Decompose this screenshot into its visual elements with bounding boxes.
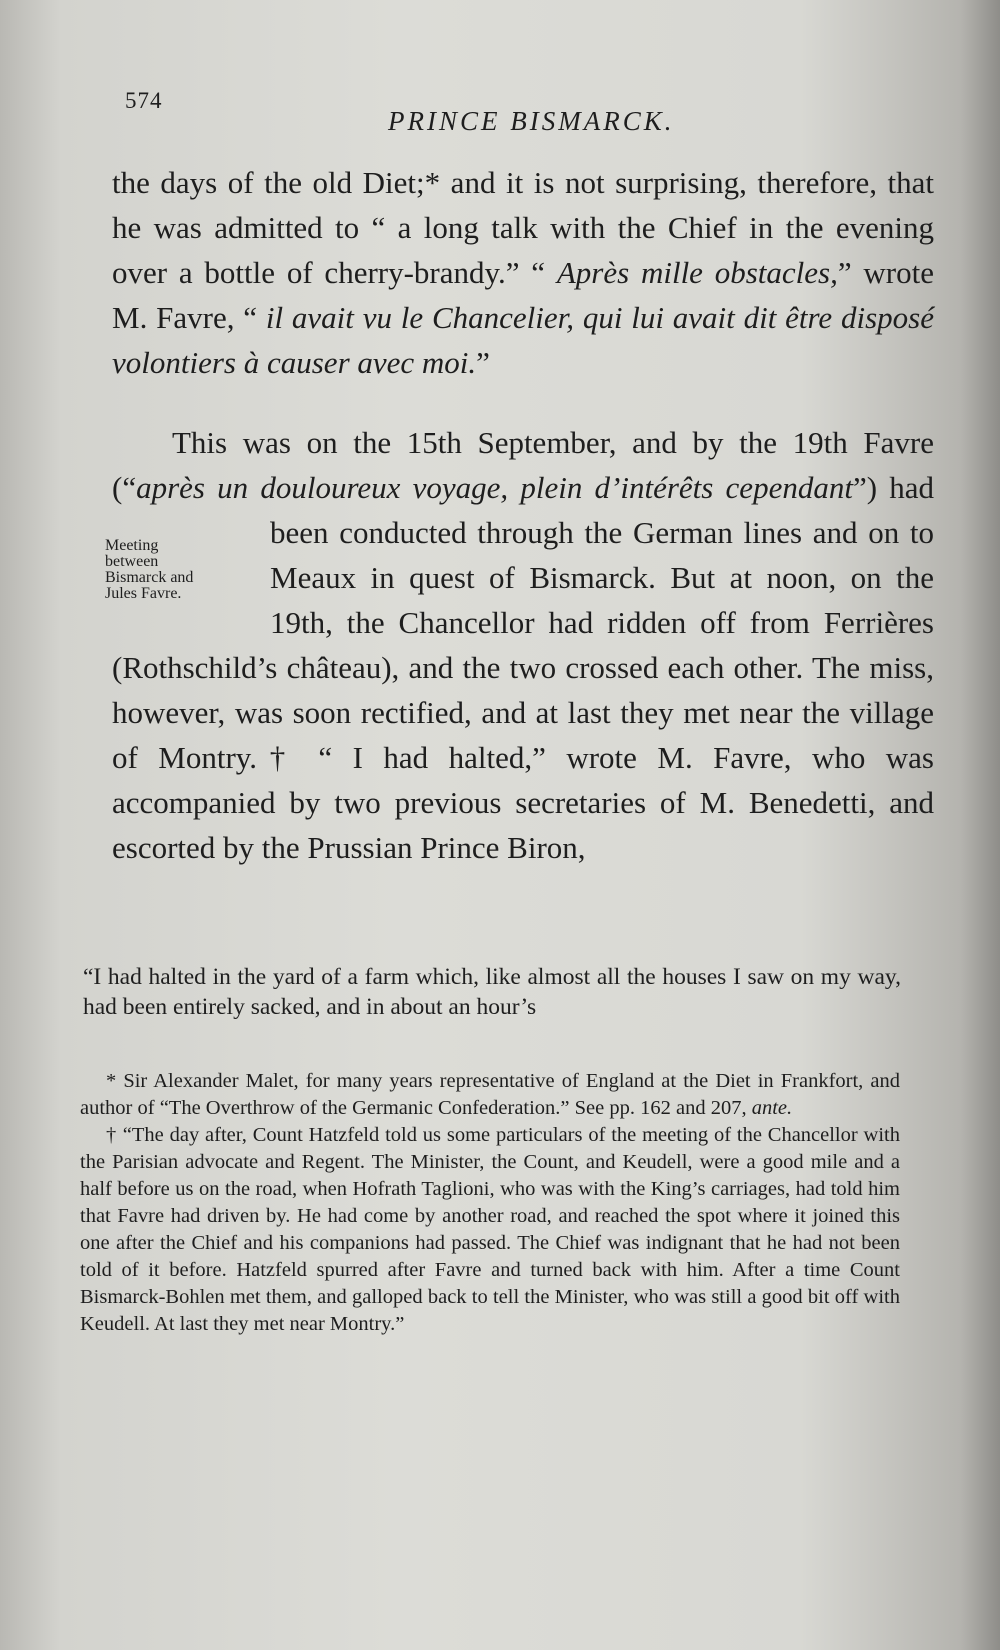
- margin-note-line: Meeting: [105, 537, 159, 554]
- layout-spacer: [112, 510, 270, 645]
- block-quote-text: “I had halted in the yard of a farm which, like almost all the houses I saw on my way, had been entirely sacked, and in about an hour’s: [83, 964, 901, 1020]
- page-number: 574: [125, 88, 163, 113]
- margin-note-line: Jules Favre.: [105, 585, 182, 602]
- margin-note-line: Bismarck and: [105, 569, 194, 586]
- paragraph-1-text: the days of the old Diet;* and it is not surprising, therefore, that he was admitted to “ a long talk with the Chief in the evening over a bottle of cherry-brandy.” “ Après mille obstacles,” wrote M. Favre, “ il avait vu le Chancelier, qui lui avait dit être disposé volontiers à causer avec moi.”: [112, 165, 935, 380]
- block-quote: [83, 962, 901, 1022]
- footnote-1: * Sir Alexander Malet, for many years representative of England at the Diet in Frankfort, and author of “The Overthrow of the Germanic Confederation.” See pp. 162 and 207, ante.: [80, 1070, 900, 1119]
- paragraph-2-text: This was on the 15th September, and by the 19th Favre (“après un douloureux voyage, plein d’intérêts cependant”) had been conducted through the German lines and on to Meaux in quest of Bismarck. But at noon, on the 19th, the Chancellor had ridden off from Ferrières (Rothschild’s château), and the two crossed each other. The miss, however, was soon rectified, and at last they met near the village of Montry.† “ I had halted,” wrote M. Favre, who was accompanied by two previous secretaries of M. Benedetti, and escorted by the Prussian Prince Biron,: [112, 425, 934, 865]
- paragraph-1: [112, 160, 934, 385]
- footnotes: [80, 1068, 900, 1338]
- footnote-2: † “The day after, Count Hatzfeld told us some particulars of the meeting of the Chancellor with the Parisian advocate and Regent. The Minister, the Count, and Keudell, were a good mile and a half before us on the road, when Hofrath Taglioni, who was with the King’s carriages, had told him that Favre had driven by. He had come by another road, and reached the spot where it joined this one after the Chief and his companions had passed. The Chief was indignant that he had not been told of it before. Hatzfeld spurred after Favre and turned back with him. After a time Count Bismarck-Bohlen met them, and galloped back to tell the Minister, who was still a good bit off with Keudell. At last they met near Montry.”: [80, 1124, 900, 1335]
- paragraph-2: [112, 420, 934, 870]
- margin-note-line: between: [105, 553, 159, 570]
- running-title: PRINCE BISMARCK.: [388, 106, 675, 136]
